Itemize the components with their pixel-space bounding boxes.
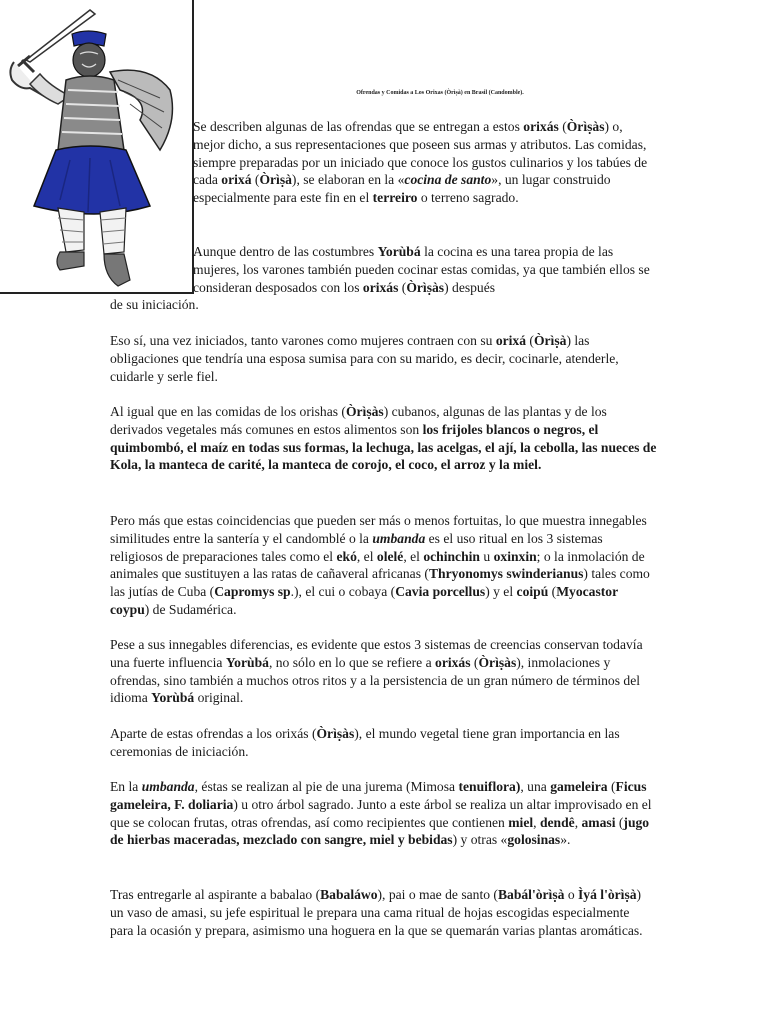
paragraph-2-continuation: de su iniciación. <box>110 297 199 312</box>
document-title: Ofrendas y Comidas a Los Orixas (Òrìṣà) en Brasil (Candomble). <box>356 90 524 96</box>
paragraph-2: Aunque dentro de las costumbres Yorùbá la cocina es una tarea propia de las mujeres, los varones también pueden cocinar estas comidas, ya que también ellos se consideran desposados con los orixás (Òrìṣàs) después <box>193 244 650 295</box>
paragraph-6: Pese a sus innegables diferencias, es evidente que estos 3 sistemas de creencias conservan todavía una fuerte influencia Yorùbá, no sólo en lo que se refiere a orixás (Òrìṣàs), inmolaciones y ofrendas, sino también a muchos otros ritos y a la persistencia de un gran número de términos del idioma Yorùbá original. <box>110 637 643 706</box>
paragraph-9: Tras entregarle al aspirante a babalao (Babaláwo), pai o mae de santo (Babál'òrìṣà o Ìyá l'òrìṣà) un vaso de amasi, su jefe espiritual le prepara una cama ritual de hojas escogidas especialmente para la ocasión y prepara, asimismo una hoguera en la que se quemarán varias plantas aromáticas. <box>110 887 643 938</box>
paragraph-4: Al igual que en las comidas de los orishas (Òrìṣàs) cubanos, algunas de las plantas y de los derivados vegetales más comunes en estos alimentos son los frijoles blancos o negros, el quimbombó, el maíz en todas sus formas, la lechuga, las acelgas, el ají, la cebolla, las nueces de Kola, la manteca de carité, la manteca de corojo, el coco, el arroz y la miel. <box>110 404 657 473</box>
paragraph-8: En la umbanda, éstas se realizan al pie de una jurema (Mimosa tenuiflora), una gameleira (Ficus gameleira, F. doliaria) u otro árbol sagrado. Junto a este árbol se realiza un altar improvisado en el que se colocan frutas, otras ofrendas, así como recipientes que contienen miel, dendê, amasi (jugo de hierbas maceradas, mezclado con sangre, miel y bebidas) y otras «golosinas». <box>110 779 652 848</box>
paragraph-3: Eso sí, una vez iniciados, tanto varones como mujeres contraen con su orixá (Òrìṣà) las obligaciones que tendría una esposa sumisa para con su marido, es decir, cocinarle, atenderle, cuidarle y serle fiel. <box>110 333 619 384</box>
orisha-warrior-illustration <box>0 0 194 294</box>
paragraph-1: Se describen algunas de las ofrendas que se entregan a estos orixás (Òrìṣàs) o, mejor dicho, a sus representaciones que poseen sus armas y atributos. Las comidas, siempre preparadas por un iniciado que conoce los gustos culinarios y los tabúes de cada orixá (Òrìṣà), se elaboran en la «cocina de santo», un lugar construido especialmente para este fin en el terreiro o terreno sagrado. <box>193 119 648 206</box>
warrior-figure-drawing <box>0 0 192 292</box>
paragraph-7: Aparte de estas ofrendas a los orixás (Òrìṣàs), el mundo vegetal tiene gran importancia en las ceremonias de iniciación. <box>110 726 620 759</box>
paragraph-5: Pero más que estas coincidencias que pueden ser más o menos fortuitas, lo que muestra innegables similitudes entre la santería y el candomblé o la umbanda es el uso ritual en los 3 sistemas religiosos de preparaciones tales como el ekó, el olelé, el ochinchin u oxinxin; o la inmolación de animales que sustituyen a las ratas de cañaveral africanas (Thryonomys swinderianus) tales como las jutías de Cuba (Capromys sp.), el cui o cobaya (Cavia porcellus) y el coipú (Myocastor coypu) de Sudamérica. <box>110 513 650 617</box>
